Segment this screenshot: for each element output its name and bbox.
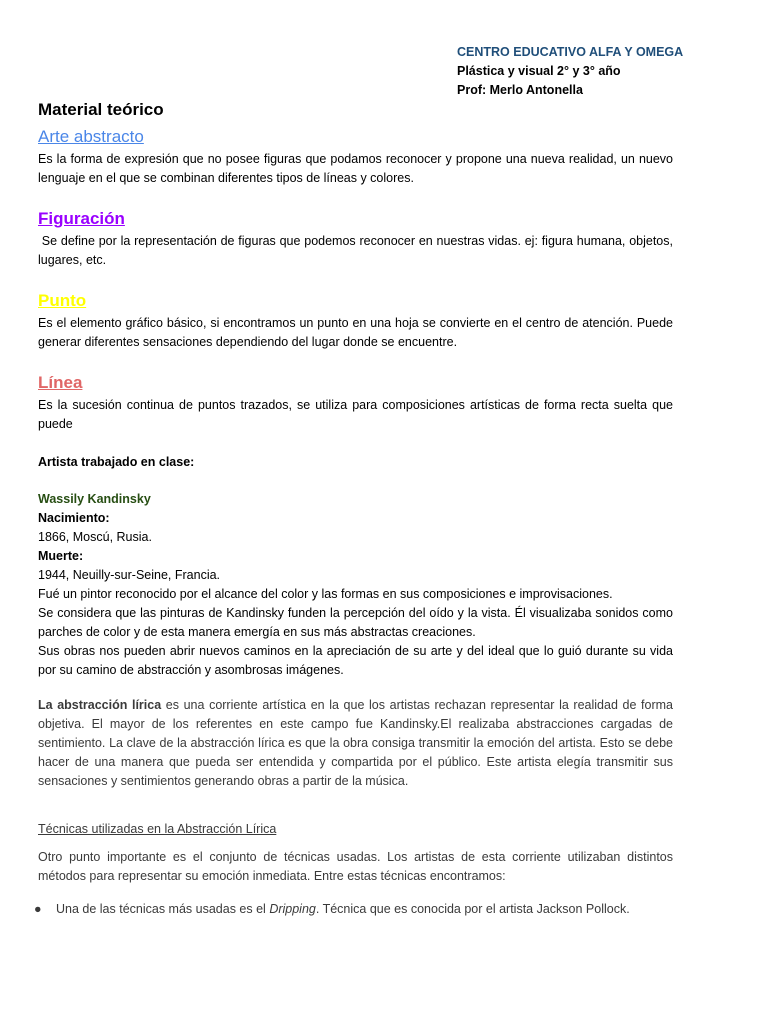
- document-header: [457, 43, 683, 100]
- techniques-intro: Otro punto importante es el conjunto de técnicas usadas. Los artistas de esta corriente utilizaban distintos métodos para representar su emoción inmediata. Entre estas técnicas encontramos:: [38, 850, 673, 883]
- technique-bullet-item: [34, 900, 674, 919]
- birth-value: 1866, Moscú, Rusia.: [38, 530, 152, 544]
- paragraph-linea: Es la sucesión continua de puntos trazados, se utiliza para composiciones artísticas de forma recta suelta que puede: [38, 398, 673, 431]
- school-name: CENTRO EDUCATIVO ALFA Y OMEGA: [457, 45, 684, 59]
- document-title: Material teórico: [38, 100, 164, 119]
- heading-figuracion: Figuración: [38, 209, 125, 228]
- death-label: Muerte:: [38, 549, 84, 563]
- lyrical-term: La abstracción lírica: [38, 698, 162, 712]
- lyrical-text: es una corriente artística en la que los artistas rechazan representar la realidad de forma objetiva. El mayor de los referentes en este campo fue Kandinsky.El realizaba abstracciones cargadas de sentimiento. La clave de la abstracción lírica es que la obra consiga transmitir la emoción del artista. Esto se debe hacer de una manera que pueda ser entendida y compartida por el público. Este artista elegía transmitir sus sensaciones y sentimientos generando obras a partir de la música.: [38, 698, 673, 788]
- paragraph-figuracion: Se define por la representación de figuras que podemos reconocer en nuestras vidas. ej: figura humana, objetos, lugares, etc.: [38, 234, 677, 267]
- techniques-heading: Técnicas utilizadas en la Abstracción Lírica: [38, 822, 277, 836]
- subject-line: Plástica y visual 2° y 3° año: [457, 64, 621, 78]
- heading-abstract-art: Arte abstracto: [38, 127, 144, 146]
- bullet-text-after: . Técnica que es conocida por el artista Jackson Pollock.: [315, 902, 630, 916]
- bullet-emphasis: Dripping: [269, 902, 316, 916]
- artist-bio-1: Fué un pintor reconocido por el alcance del color y las formas en sus composiciones e improvisaciones.: [38, 587, 613, 601]
- birth-label: Nacimiento:: [38, 511, 110, 525]
- paragraph-lyrical-abstraction: [38, 696, 673, 791]
- paragraph-abstract-art: Es la forma de expresión que no posee figuras que podamos reconocer y propone una nueva realidad, un nuevo lenguaje en el que se combinan diferentes tipos de líneas y colores.: [38, 152, 673, 185]
- artist-block: [38, 490, 673, 680]
- heading-punto: Punto: [38, 291, 87, 310]
- artist-name: Wassily Kandinsky: [38, 492, 151, 506]
- artist-bio-2: Se considera que las pinturas de Kandinsky funden la percepción del oído y la vista. Él visualizaba sonidos como parches de color y de esta manera emergía en sus más abstractas creaciones.: [38, 606, 673, 639]
- artist-label: Artista trabajado en clase:: [38, 455, 195, 469]
- teacher-line: Prof: Merlo Antonella: [457, 83, 583, 97]
- bullet-dot-icon: ●: [34, 902, 42, 916]
- heading-linea: Línea: [38, 373, 83, 392]
- artist-bio-3: Sus obras nos pueden abrir nuevos caminos en la apreciación de su arte y del ideal que lo guió durante su vida por su camino de abstracción y asombrosas imágenes.: [38, 644, 673, 677]
- paragraph-punto: Es el elemento gráfico básico, si encontramos un punto en una hoja se convierte en el centro de atención. Puede generar diferentes sensaciones dependiendo del lugar donde se encuentre.: [38, 316, 673, 349]
- death-value: 1944, Neuilly-sur-Seine, Francia.: [38, 568, 221, 582]
- bullet-text-before: Una de las técnicas más usadas es el: [56, 902, 270, 916]
